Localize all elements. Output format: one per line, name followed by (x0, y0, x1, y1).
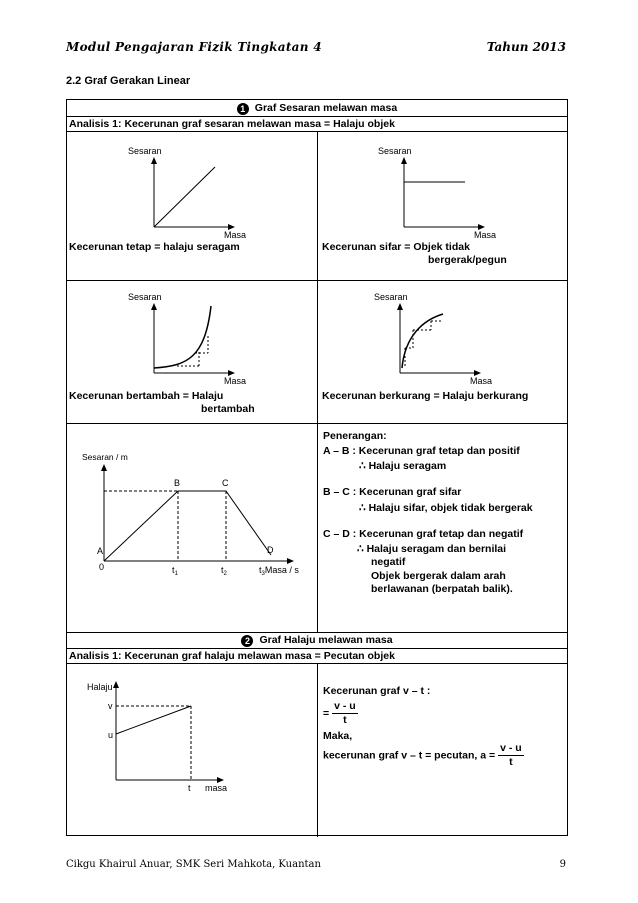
graph4-ylabel: Sesaran (374, 292, 408, 302)
number-badge-2: 2 (241, 635, 253, 647)
graph3-caption-line2: bertambah (201, 403, 255, 415)
explain-cd: C – D : Kecerunan graf tetap dan negatif (323, 528, 524, 540)
column-divider (317, 664, 318, 837)
explain-bc: B – C : Kecerunan graf sifar (323, 486, 462, 498)
fraction-2 (498, 742, 524, 769)
graph-zero-slope (367, 140, 517, 240)
point-b: B (174, 478, 181, 488)
explain-cd-result2: negatif (371, 556, 406, 568)
graph6-ylabel: Halaju (87, 682, 113, 692)
graph-increasing-slope (117, 286, 277, 386)
formula-acceleration-label: kecerunan graf v – t = pecutan, a = (323, 749, 496, 762)
header-year: Tahun 2013 (486, 40, 566, 54)
graph1-caption: Kecerunan tetap = halaju seragam (69, 241, 240, 253)
graph3-xlabel: Masa (224, 376, 247, 386)
number-badge-1: 1 (237, 103, 249, 115)
footer-author: Cikgu Khairul Anuar, SMK Seri Mahkota, Kuantan (66, 859, 321, 870)
part2-analysis: Analisis 1: Kecerunan graf halaju melawan masa = Pecutan objek (67, 648, 567, 664)
graph4-xlabel: Masa (470, 376, 493, 386)
page-number: 9 (559, 859, 566, 870)
graph-abcd (71, 445, 321, 580)
graph3-caption (69, 390, 255, 416)
point-c: C (222, 478, 229, 488)
graph-constant-slope (117, 140, 267, 240)
formula-gradient (323, 700, 358, 727)
formula-intro: Kecerunan graf v – t : (323, 685, 431, 697)
graph6-xlabel: masa (205, 783, 228, 792)
svg-text:t1 (172, 565, 179, 577)
content-table (66, 99, 568, 836)
graph2-caption-line2: bergerak/pegun (428, 254, 507, 266)
explain-cd-result1: ∴ Halaju seragam dan bernilai (357, 543, 507, 555)
u-label: u (108, 730, 114, 740)
explain-ab: A – B : Kecerunan graf tetap dan positif (323, 445, 520, 457)
graph3-ylabel: Sesaran (128, 292, 162, 302)
explain-ab-result: ∴ Halaju seragam (359, 460, 447, 472)
fraction-2-numerator: v - u (500, 742, 522, 754)
formula-acceleration (323, 742, 524, 769)
graph4-caption: Kecerunan berkurang = Halaju berkurang (322, 390, 529, 402)
point-a: A (97, 546, 104, 556)
header-title: Modul Pengajaran Fizik Tingkatan 4 (66, 40, 322, 54)
explain-title: Penerangan: (323, 430, 387, 442)
graph1-xlabel: Masa (224, 230, 247, 240)
graph2-xlabel: Masa (474, 230, 497, 240)
t-label: t (188, 783, 191, 792)
graph2-caption (322, 241, 507, 267)
graph-velocity-time (81, 672, 281, 792)
explain-cd-result4: berlawanan (berpatah balik). (371, 583, 513, 595)
tick-t1-sub: 1 (174, 571, 178, 577)
graph-decreasing-slope (363, 286, 523, 386)
fraction-1-denominator: t (343, 714, 347, 726)
formula-maka: Maka, (323, 730, 353, 742)
tick-t2: t (221, 565, 224, 575)
v-label: v (108, 701, 113, 711)
svg-text:t3Masa / s (259, 565, 299, 577)
tick-t1: t (172, 565, 175, 575)
graph3-caption-line1: Kecerunan bertambah = Halaju (69, 390, 224, 402)
tick-t3: t (259, 565, 262, 575)
formula-equals: = (323, 707, 330, 720)
part1-analysis: Analisis 1: Kecerunan graf sesaran melawan masa = Halaju objek (67, 116, 567, 132)
part1-title-row (67, 100, 567, 117)
explain-bc-result: ∴ Halaju sifar, objek tidak bergerak (359, 502, 533, 514)
graph5-xlabel: Masa / s (264, 565, 299, 575)
graph2-caption-line1: Kecerunan sifar = Objek tidak (322, 241, 470, 253)
explain-cd-result3: Objek bergerak dalam arah (371, 570, 506, 582)
fraction-1-numerator: v - u (334, 700, 356, 712)
fraction-2-denominator: t (509, 756, 513, 768)
origin-label: 0 (99, 562, 105, 572)
part2-title-row (67, 632, 567, 649)
tick-t3-sub: 3 (261, 571, 265, 577)
graph1-ylabel: Sesaran (128, 146, 162, 156)
part1-title: Graf Sesaran melawan masa (254, 102, 398, 114)
fraction-1 (332, 700, 358, 727)
section-title: 2.2 Graf Gerakan Linear (66, 75, 191, 87)
svg-text:t2 (221, 565, 228, 577)
tick-t2-sub: 2 (223, 571, 227, 577)
graph2-ylabel: Sesaran (378, 146, 412, 156)
part2-title: Graf Halaju melawan masa (259, 634, 393, 646)
graph5-ylabel: Sesaran / m (82, 452, 128, 462)
point-d: D (267, 545, 274, 555)
